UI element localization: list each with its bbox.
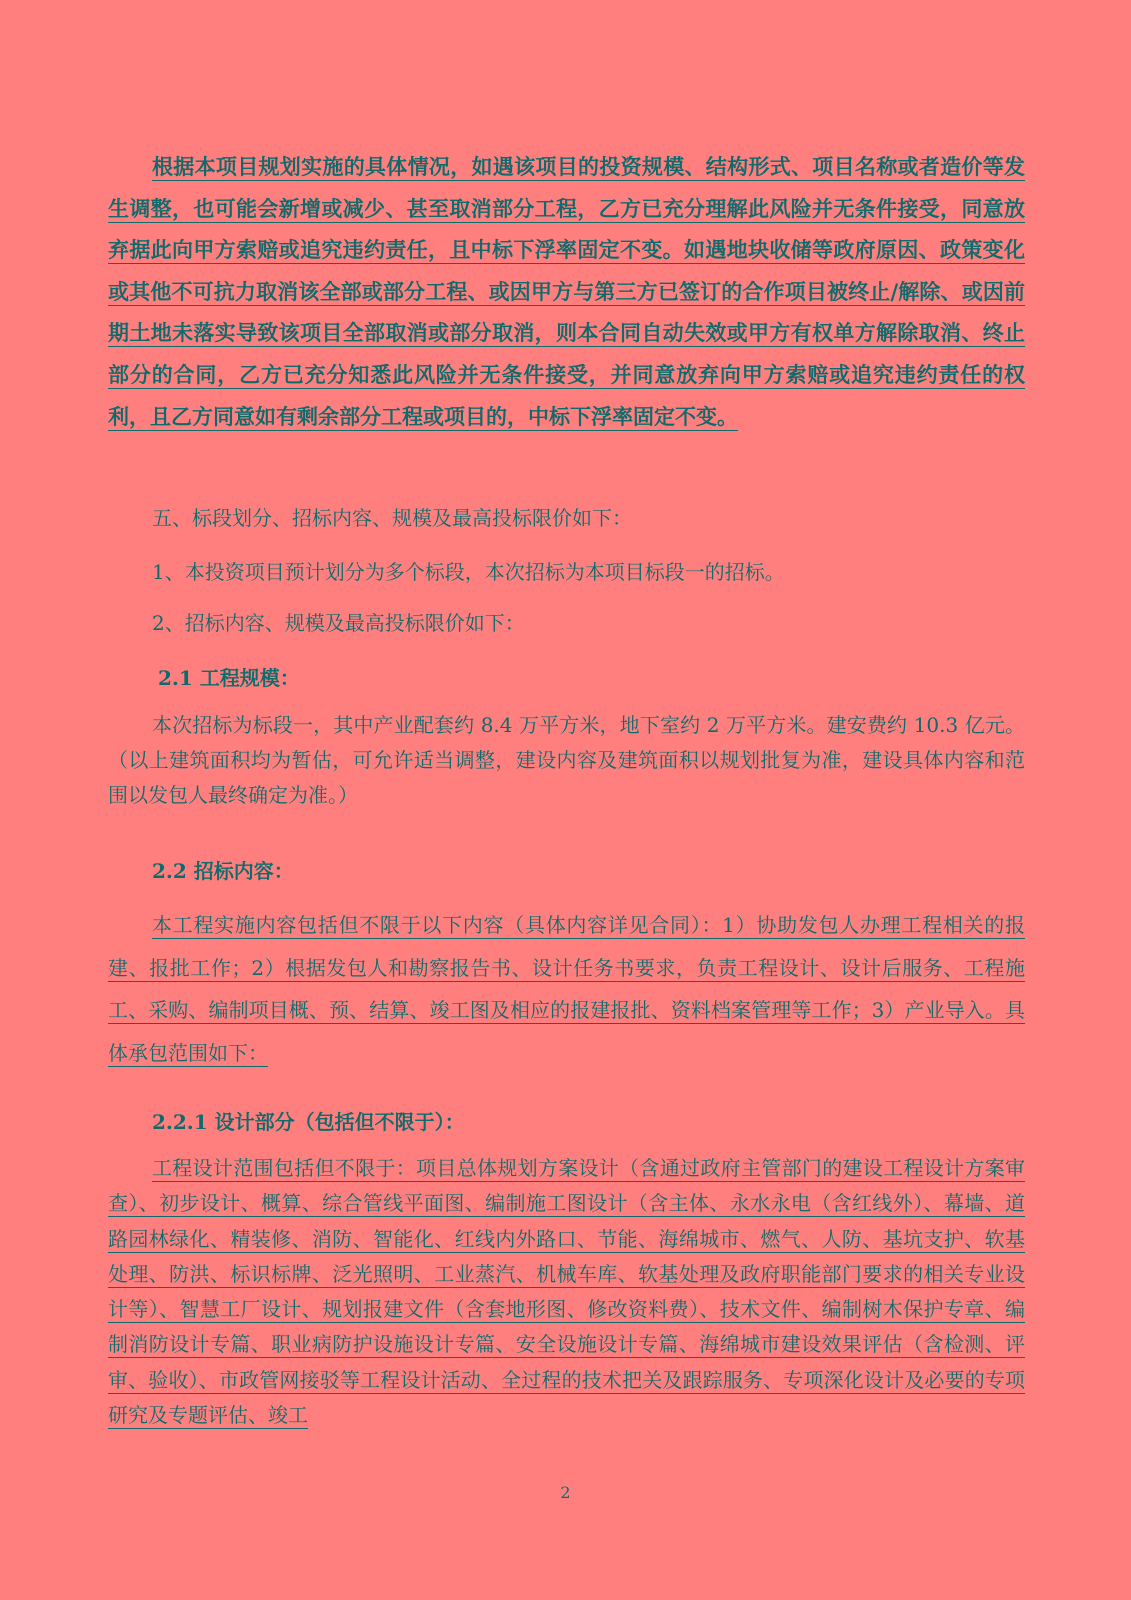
paragraph-item-one: 1、本投资项目预计划分为多个标段，本次招标为本项目标段一的招标。 (152, 560, 785, 584)
paragraph-item-two: 2、招标内容、规模及最高投标限价如下： (152, 611, 525, 635)
paragraph-design-scope: 工程设计范围包括但不限于：项目总体规划方案设计（含通过政府主管部门的建设工程设计方案审查）、初步设计、概算、综合管线平面图、编制施工图设计（含主体、永水永电（含红线外）、幕墙、道路园林绿化、精装修、消防、智能化、红线内外路口、节能、海绵城市、燃气、人防、基坑支护、软基处理、防洪、标识标牌、泛光照明、工业蒸汽、机械车库、软基处理及政府职能部门要求的相关专业设计等）、智慧工厂设计、规划报建文件（含套地形图、修改资料费）、技术文件、编制树木保护专章、编制消防设计专篇、职业病防护设施设计专篇、安全设施设计专篇、海绵城市建设效果评估（含检测、评审、验收）、市政管网接驳等工程设计活动、全过程的技术把关及跟踪服务、专项深化设计及必要的专项研究及专题评估、竣工 (108, 1156, 1025, 1428)
heading-engineering-scale: 2.1 工程规模： (158, 666, 300, 690)
page-number: 2 (560, 1483, 571, 1502)
document-page (108, 0, 1025, 1600)
paragraph-section-five: 五、标段划分、招标内容、规模及最高投标限价如下： (152, 506, 632, 530)
paragraph-bidding-content: 本工程实施内容包括但不限于以下内容（具体内容详见合同）：1）协助发包人办理工程相关的报建、报批工作；2）根据发包人和勘察报告书、设计任务书要求，负责工程设计、设计后服务、工程施工、采购、编制项目概、预、结算、竣工图及相应的报建报批、资料档案管理等工作；3）产业导入。具体承包范围如下： (108, 913, 1025, 1065)
paragraph-risk-clause: 根据本项目规划实施的具体情况，如遇该项目的投资规模、结构形式、项目名称或者造价等发生调整，也可能会新增或减少、甚至取消部分工程，乙方已充分理解此风险并无条件接受，同意放弃据此向甲方索赔或追究违约责任，且中标下浮率固定不变。如遇地块收储等政府原因、政策变化或其他不可抗力取消该全部或部分工程、或因甲方与第三方已签订的合作项目被终止/解除、或因前期土地未落实导致该项目全部取消或部分取消，则本合同自动失效或甲方有权单方解除取消、终止部分的合同，乙方已充分知悉此风险并无条件接受，并同意放弃向甲方索赔或追究违约责任的权利，且乙方同意如有剩余部分工程或项目的，中标下浮率固定不变。 (108, 154, 1025, 429)
paragraph-engineering-scale: 本次招标为标段一，其中产业配套约 8.4 万平方米，地下室约 2 万平方米。建安费约 10.3 亿元。（以上建筑面积均为暂估，可允许适当调整，建设内容及建筑面积以规划批复为准，建设具体内容和范围以发包人最终确定为准。） (108, 713, 1025, 807)
heading-design-part: 2.2.1 设计部分（包括但不限于）： (152, 1110, 465, 1134)
heading-bidding-content: 2.2 招标内容： (152, 859, 294, 883)
